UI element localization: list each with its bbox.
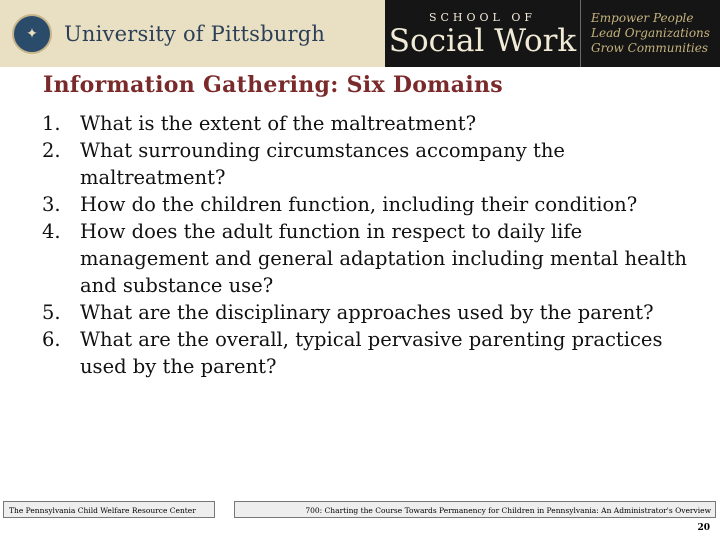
header-banner bbox=[0, 0, 720, 67]
item-text: What is the extent of the maltreatment? bbox=[80, 112, 477, 135]
item-number: 6. bbox=[42, 328, 61, 351]
list-item bbox=[42, 326, 702, 380]
university-logo bbox=[0, 0, 385, 67]
item-number: 1. bbox=[42, 112, 61, 135]
item-text: What surrounding circumstances accompany the maltreatment? bbox=[80, 139, 565, 189]
domain-list bbox=[42, 110, 702, 380]
item-number: 3. bbox=[42, 193, 61, 216]
item-text: What are the overall, typical pervasive parenting practices used by the parent? bbox=[80, 328, 663, 378]
footer-organization: The Pennsylvania Child Welfare Resource Center bbox=[3, 501, 215, 518]
seal-icon: ✦ bbox=[12, 14, 52, 54]
tagline-line: Grow Communities bbox=[591, 41, 709, 55]
university-name: University of Pittsburgh bbox=[64, 21, 326, 46]
school-of-label: SCHOOL OF bbox=[428, 10, 537, 24]
school-name: Social Work bbox=[388, 22, 577, 59]
slide-title: Information Gathering: Six Domains bbox=[43, 72, 503, 98]
item-number: 4. bbox=[42, 220, 61, 243]
list-item bbox=[42, 299, 702, 326]
tagline-line: Lead Organizations bbox=[591, 26, 710, 40]
school-logo bbox=[385, 0, 580, 67]
list-item bbox=[42, 110, 702, 137]
item-text: What are the disciplinary approaches used by the parent? bbox=[80, 301, 654, 324]
tagline bbox=[580, 0, 720, 67]
page-number: 20 bbox=[697, 523, 710, 533]
item-text: How do the children function, including their condition? bbox=[80, 193, 638, 216]
item-number: 5. bbox=[42, 301, 61, 324]
item-text: How does the adult function in respect to daily life management and general adaptation including mental health and substance use? bbox=[80, 220, 687, 297]
item-number: 2. bbox=[42, 139, 61, 162]
list-item bbox=[42, 218, 702, 299]
tagline-line: Empower People bbox=[591, 11, 694, 25]
list-item bbox=[42, 191, 702, 218]
list-item bbox=[42, 137, 702, 191]
footer-course-title: 700: Charting the Course Towards Permanency for Children in Pennsylvania: An Administrator's Overview bbox=[234, 501, 716, 518]
